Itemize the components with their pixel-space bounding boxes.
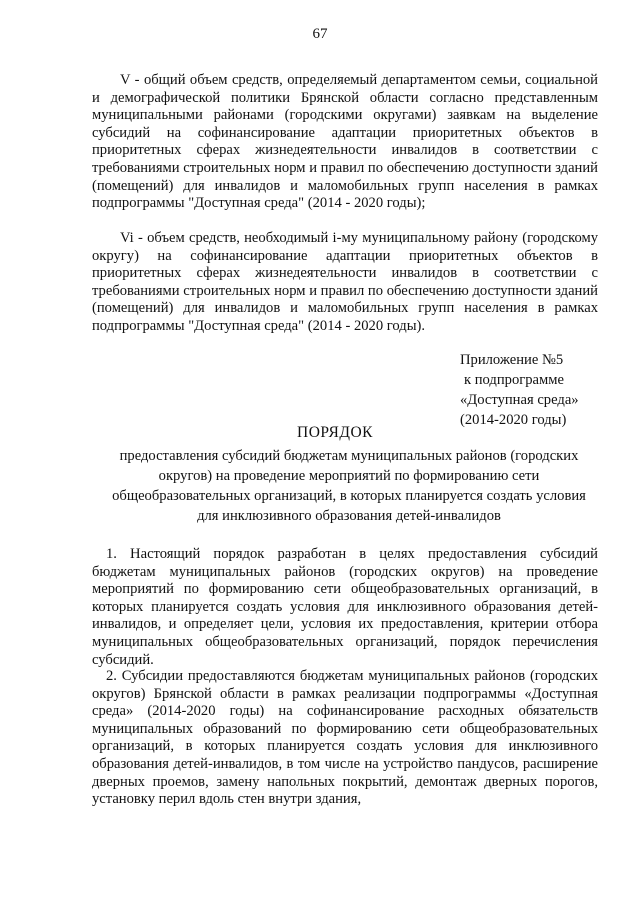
- subheading-line: для инклюзивного образования детей-инвалидов: [197, 508, 501, 524]
- appendix-line: «Доступная среда»: [460, 392, 579, 408]
- subheading-line: округов) на проведение мероприятий по формированию сети: [158, 468, 540, 484]
- numbered-item-1: 1. Настоящий порядок разработан в целях предоставления субсидий бюджетам муниципальных районов (городских округов) на проведение мероприятий по формированию сети общеобразовательных организаций, в которых планируется создать условия для инклюзивного образования детей-инвалидов, и определяет цели, условия их предоставления, критерии отбора муниципальных общеобразовательных организаций, порядок перечисления субсидий.: [92, 546, 598, 668]
- appendix-line: Приложение №5: [460, 352, 564, 368]
- document-heading: ПОРЯДОК: [297, 424, 373, 441]
- subheading-line: предоставления субсидий бюджетам муниципальных районов (городских: [119, 448, 579, 464]
- subheading-line: общеобразовательных организаций, в которых планируется создать условия: [112, 488, 586, 504]
- paragraph-v-definition: V - общий объем средств, определяемый департаментом семьи, социальной и демографической политики Брянской области согласно представленным муниципальными районами (городскими округами) заявкам на выделение субсидий на софинансирование адаптации приоритетных объектов в приоритетных сферах жизнедеятельности инвалидов в соответствии с требованиями строительных норм и правил по обеспечению доступности зданий (помещений) для инвалидов и маломобильных групп населения в рамках подпрограммы "Доступная среда" (2014 - 2020 годы);: [92, 72, 598, 212]
- document-subheading: [96, 446, 602, 526]
- numbered-item-2: 2. Субсидии предоставляются бюджетам муниципальных районов (городских округов) Брянской области в рамках реализации подпрограммы «Доступная среда» (2014-2020 годы) на софинансирование расходных обязательств муниципальных образований по формированию сети общеобразовательных организаций, в которых планируется создать условия для инклюзивного образования детей-инвалидов, в том числе на устройство пандусов, расширение дверных проемов, замену напольных покрытий, демонтаж дверных порогов, установку перил вдоль стен внутри здания,: [92, 668, 598, 808]
- appendix-reference: [460, 350, 620, 430]
- appendix-line: к подпрограмме: [464, 372, 564, 388]
- page-number: 67: [312, 26, 328, 42]
- paragraph-vi-definition: Vi - объем средств, необходимый i-му муниципальному району (городскому округу) на софинансирование адаптации приоритетных объектов в приоритетных сферах жизнедеятельности инвалидов в соответствии с требованиями строительных норм и правил по обеспечению доступности зданий (помещений) для инвалидов и маломобильных групп населения в рамках подпрограммы "Доступная среда" (2014 - 2020 годы).: [92, 230, 598, 334]
- appendix-line: (2014-2020 годы): [460, 412, 567, 428]
